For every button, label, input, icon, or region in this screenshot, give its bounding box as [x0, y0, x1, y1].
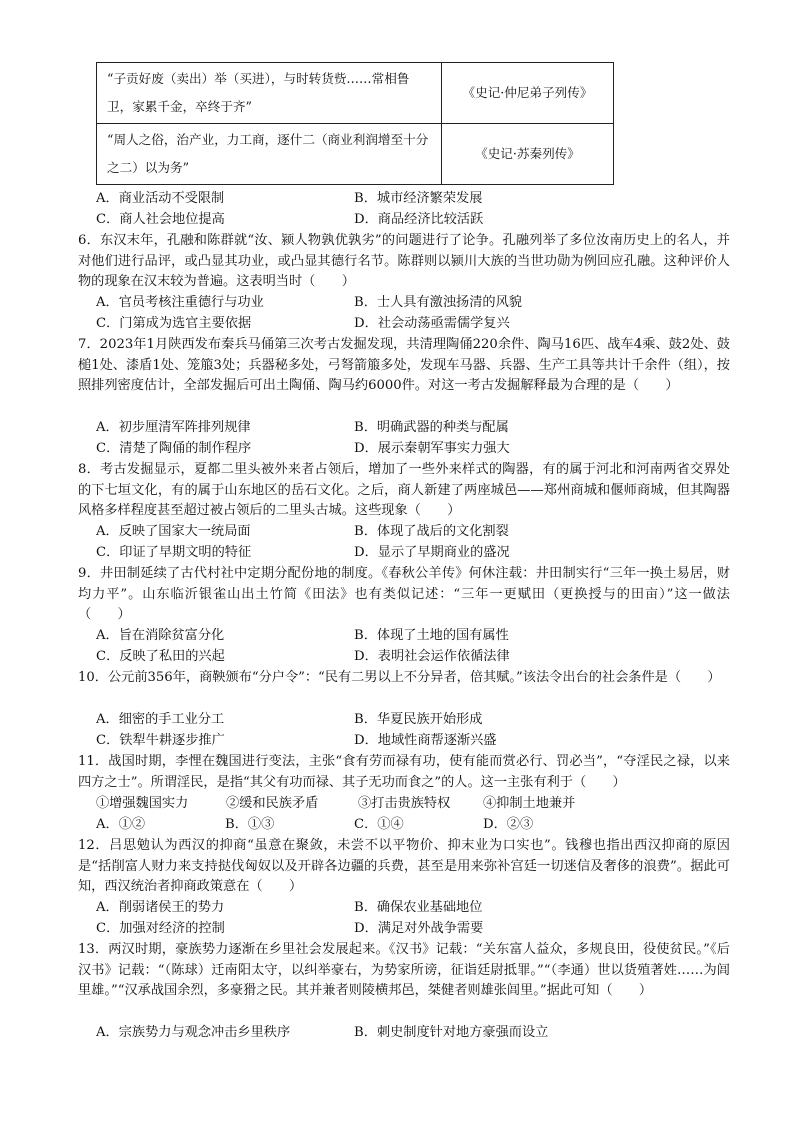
q12-option-a[interactable]: A．削弱诸侯王的势力 [96, 900, 225, 915]
q11-option-d[interactable]: D．②③ [483, 817, 534, 832]
q11-option-b[interactable]: B．①③ [225, 817, 275, 832]
q7-option-c[interactable]: C．清楚了陶俑的制作程序 [96, 441, 252, 456]
q12-option-c[interactable]: C．加强对经济的控制 [96, 921, 225, 936]
question-stem: 10．公元前356年，商鞅颁布“分户令”：“民有二男以上不分异者，倍其赋。”该法令出台的社会条件是（ ） [78, 670, 721, 685]
question-stem: 6．东汉末年，孔融和陈群就“汝、颍人物孰优孰劣”的问题进行了论争。孔融列举了多位汝南历史上的名人，并对他们进行品评，或凸显其功业，或凸显其德行名节。陈群则以颍川大族的当世功勋为例回应孔融。这种评价人物的现象在汉末较为普遍。这表明当时（ ） [78, 233, 730, 290]
source-table [96, 62, 614, 185]
q7-option-a[interactable]: A．初步厘清军阵排列规律 [96, 420, 251, 435]
q8-options-row-2 [96, 543, 716, 564]
question-6 [78, 231, 730, 293]
q6-options-row-2 [96, 314, 716, 335]
q8-option-b[interactable]: B．体现了战后的文化割裂 [354, 524, 509, 539]
q10-option-d[interactable]: D．地域性商帮逐渐兴盛 [354, 733, 497, 748]
q12-options-row-2 [96, 919, 716, 940]
q5-option-d[interactable]: D．商品经济比较活跃 [354, 212, 484, 227]
q11-statement: ①增强魏国实力 [96, 796, 189, 811]
q8-option-c[interactable]: C．印证了早期文明的特征 [96, 545, 252, 560]
q11-option-c[interactable]: C．①④ [354, 817, 404, 832]
q10-options-row-2 [96, 731, 716, 752]
q7-option-b[interactable]: B．明确武器的种类与配属 [354, 420, 509, 435]
q5-options-row-2 [96, 210, 716, 231]
q9-option-c[interactable]: C．反映了私田的兴起 [96, 649, 225, 664]
table-quote-cell: “周人之俗，治产业，力工商，逐什二（商业利润增至十分之二）以为务” [97, 124, 442, 185]
q13-option-b[interactable]: B．刺史制度针对地方豪强而设立 [354, 1025, 549, 1040]
q11-statement: ④抑制土地兼并 [483, 796, 576, 811]
q13-options-row-1 [96, 1023, 716, 1044]
q10-option-b[interactable]: B．华夏民族开始形成 [354, 712, 483, 727]
question-9 [78, 564, 730, 626]
q7-options-row-2 [96, 439, 716, 460]
q5-option-a[interactable]: A．商业活动不受限制 [96, 191, 225, 206]
q12-options-row-1 [96, 898, 716, 919]
q10-option-c[interactable]: C．铁犁牛耕逐步推广 [96, 733, 225, 748]
q6-option-b[interactable]: B．士人具有激浊扬清的风貌 [354, 295, 522, 310]
q6-option-d[interactable]: D．社会动荡亟需儒学复兴 [354, 316, 510, 331]
question-stem: 8．考古发掘显示，夏都二里头被外来者占领后，增加了一些外来样式的陶器，有的属于河北和河南两省交界处的下七垣文化，有的属于山东地区的岳石文化。之后，商人新建了两座城邑——郑州商城和偃师商城，但其陶器风格多样程度甚至超过被占领后的二里头古城。这些现象（ ） [78, 462, 730, 519]
question-13 [78, 940, 730, 1002]
q10-options-row-1 [96, 710, 716, 731]
question-11 [78, 752, 730, 793]
q13-option-a[interactable]: A．宗族势力与观念冲击乡里秩序 [96, 1025, 291, 1040]
q6-options-row-1 [96, 293, 716, 314]
q11-statement: ②缓和民族矛盾 [226, 796, 319, 811]
question-10 [78, 668, 730, 689]
question-stem: 7．2023年1月陕西发布秦兵马俑第三次考古发掘发现，共清理陶俑220余件、陶马16匹、战车4乘、鼓2处、鼓槌1处、漆盾1处、笼箙3处；兵器秘多处，弓弩箭箙多处，发现车马器、兵器、生产工具等共计千余件（组），按照排列密度估计，全部发掘后可出土陶俑、陶马约6000件。对这一考古发掘解释最为合理的是（ ） [78, 337, 730, 394]
q7-options-row-1 [96, 418, 716, 439]
question-stem: 12．吕思勉认为西汉的抑商“虽意在聚敛，未尝不以平物价、抑末业为口实也”。钱穆也指出西汉抑商的原因是“括削富人财力来支持挞伐匈奴以及开辟各边疆的兵费，甚至是用来弥补宫廷一切迷信及奢侈的浪费”。据此可知，西汉统治者抑商政策意在（ ） [78, 838, 730, 895]
question-12 [78, 836, 730, 898]
q5-option-c[interactable]: C．商人社会地位提高 [96, 212, 225, 227]
q9-option-d[interactable]: D．表明社会运作依循法律 [354, 649, 510, 664]
q12-option-d[interactable]: D．满足对外战争需要 [354, 921, 484, 936]
q5-option-b[interactable]: B．城市经济繁荣发展 [354, 191, 483, 206]
q8-options-row-1 [96, 522, 716, 543]
q9-options-row-1 [96, 626, 716, 647]
q11-option-a[interactable]: A．①② [96, 817, 146, 832]
q8-option-d[interactable]: D．显示了早期商业的盛况 [354, 545, 510, 560]
q6-option-a[interactable]: A．官员考核注重德行与功业 [96, 295, 264, 310]
q9-option-a[interactable]: A．旨在消除贫富分化 [96, 628, 225, 643]
q9-option-b[interactable]: B．体现了土地的国有属性 [354, 628, 509, 643]
q9-options-row-2 [96, 647, 716, 668]
q8-option-a[interactable]: A．反映了国家大一统局面 [96, 524, 251, 539]
q7-option-d[interactable]: D．展示秦朝军事实力强大 [354, 441, 510, 456]
table-citation-cell: 《史记·仲尼弟子列传》 [442, 63, 614, 124]
q11-statement-list [96, 794, 716, 815]
question-stem: 9．井田制延续了古代村社中定期分配份地的制度。《春秋公羊传》何休注载：井田制实行“三年一换土易居，财均力平”。山东临沂银雀山出土竹简《田法》也有类似记述：“三年一更赋田（更换授与的田亩）”这一做法（ ） [78, 566, 730, 623]
table-row [97, 63, 614, 124]
q11-statement: ③打击贵族特权 [358, 796, 451, 811]
q12-option-b[interactable]: B．确保农业基础地位 [354, 900, 483, 915]
table-quote-cell: “子贡好废（卖出）举（买进），与时转货赀……常相鲁卫，家累千金，卒终于齐” [97, 63, 442, 124]
q6-option-c[interactable]: C．门第成为选官主要依据 [96, 316, 252, 331]
table-citation-cell: 《史记·苏秦列传》 [442, 124, 614, 185]
question-7 [78, 335, 730, 397]
q10-option-a[interactable]: A．细密的手工业分工 [96, 712, 225, 727]
table-row [97, 124, 614, 185]
q5-options-row-1 [96, 189, 716, 210]
question-8 [78, 460, 730, 522]
question-stem: 13．两汉时期，豪族势力逐渐在乡里社会发展起来。《汉书》记载：“关东富人益众，多规良田，役使贫民。”《后汉书》记载：“（陈球）迁南阳太守，以纠举豪右，为势家所谤，征诣廷尉抵罪。”“（李通）世以货殖著姓……为闾里雄。”“汉承战国余烈，多豪猾之民。其并兼者则陵横邦邑，桀健者则雄张闾里。”据此可知（ ） [78, 942, 730, 999]
question-stem: 11．战国时期，李悝在魏国进行变法，主张“食有劳而禄有功，使有能而赏必行、罚必当”，“夺淫民之禄，以来四方之士”。所谓淫民，是指“其父有功而禄、其子无功而食之”的人。这一主张有利于（ ） [78, 754, 730, 790]
